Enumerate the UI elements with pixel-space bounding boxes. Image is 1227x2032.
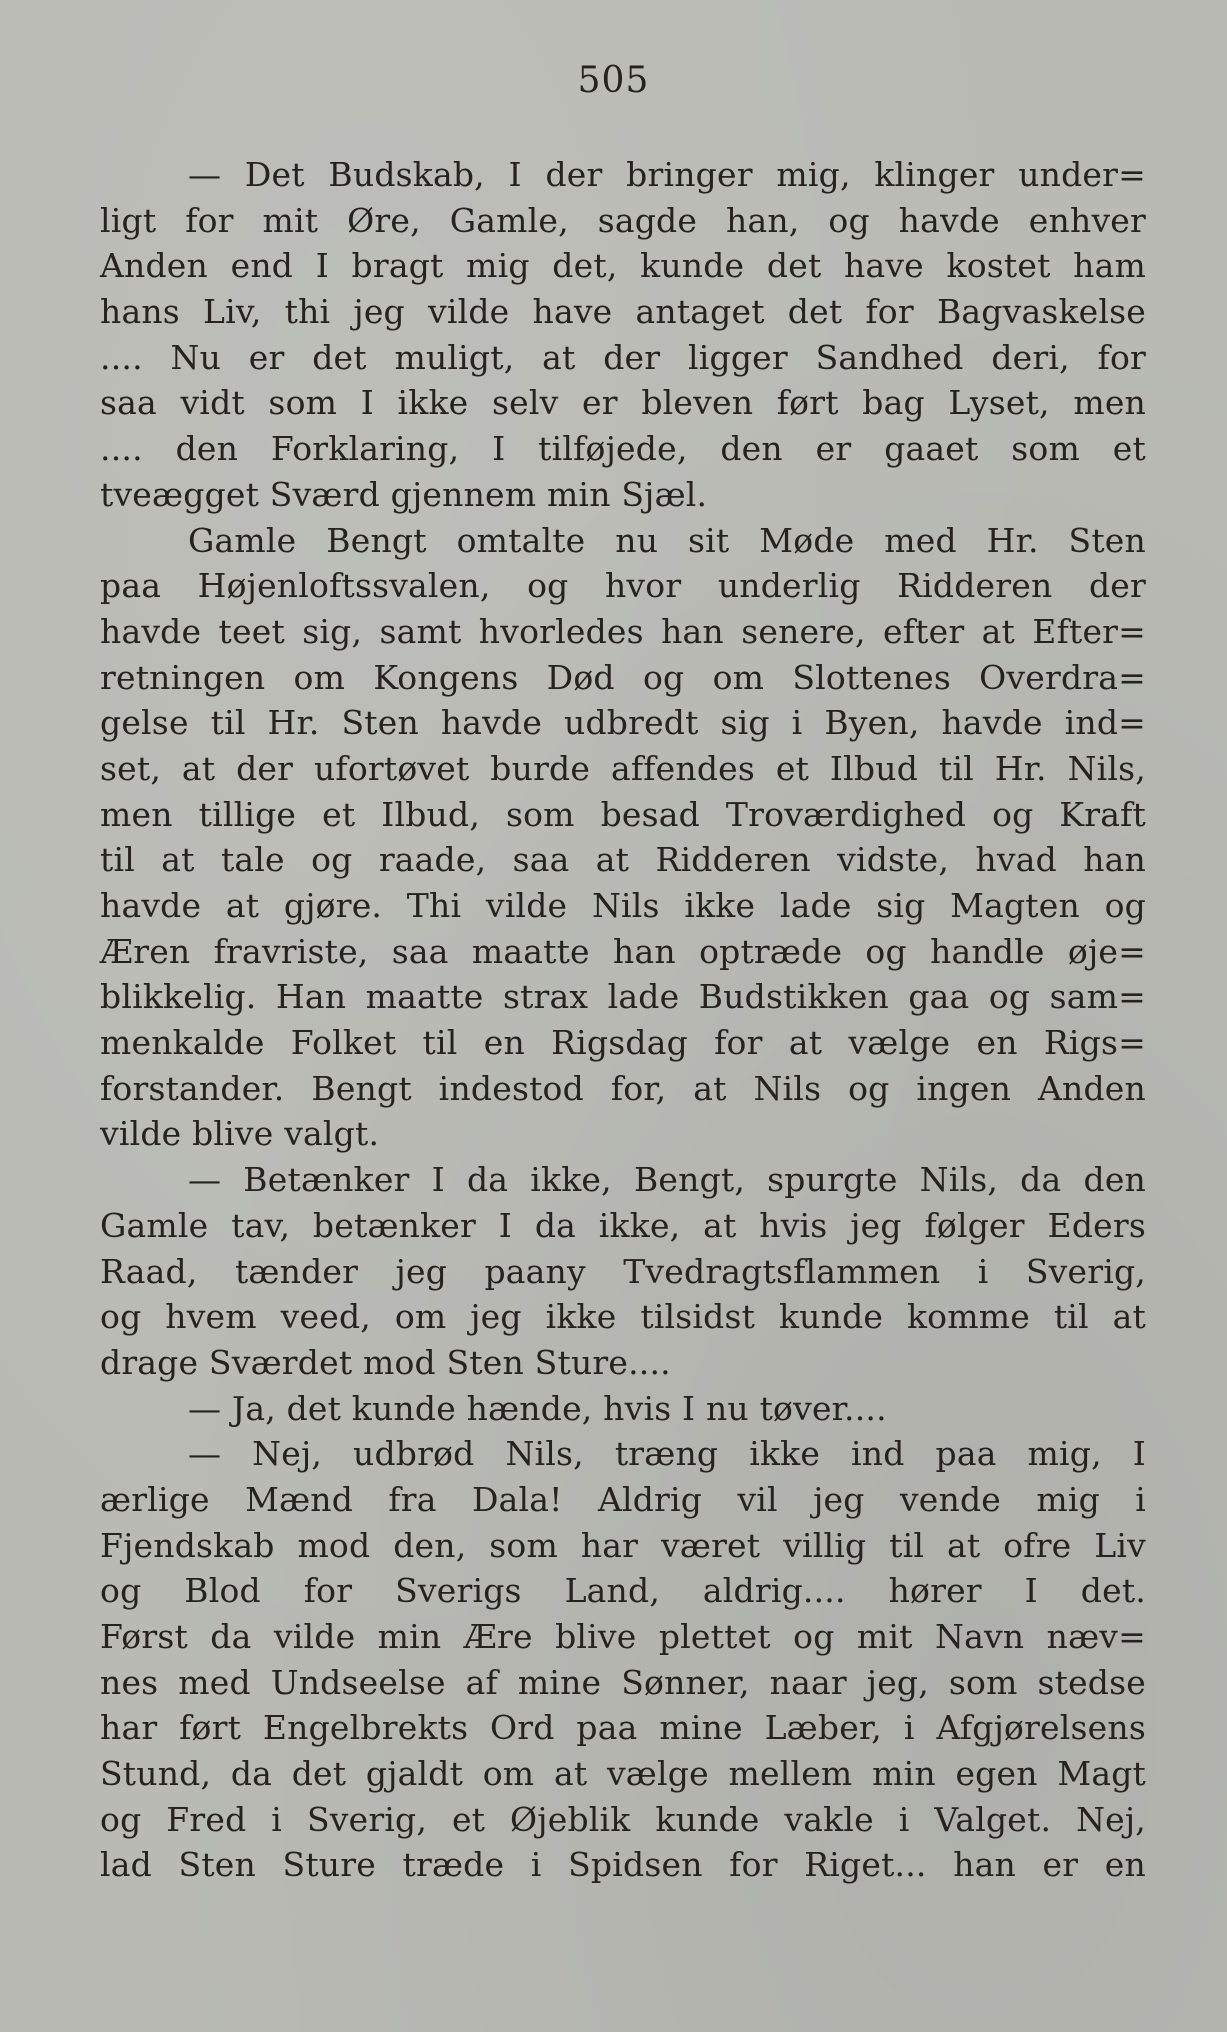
text-line: paa Højenloftssvalen, og hvor underlig Ridderen der [100, 566, 1146, 606]
text-line: Gamle Bengt omtalte nu sit Møde med Hr. Sten [188, 520, 1146, 560]
text-line: set, at der ufortøvet burde affendes et Ilbud til Hr. Nils, [100, 748, 1146, 788]
text-line: drage Sværdet mod Sten Sture.... [100, 1342, 671, 1382]
text-line: ligt for mit Øre, Gamle, sagde han, og havde enhver [100, 200, 1146, 240]
text-line: hans Liv, thi jeg vilde have antaget det for Bagvaskelse [100, 292, 1146, 332]
text-line: har ført Engelbrekts Ord paa mine Læber, i Afgjørelsens [100, 1708, 1146, 1748]
text-line: Først da vilde min Ære blive plettet og mit Navn næv= [100, 1617, 1146, 1656]
text-line: og hvem veed, om jeg ikke tilsidst kunde komme til at [100, 1297, 1146, 1337]
text-line: .... Nu er det muligt, at der ligger Sandhed deri, for [100, 337, 1146, 377]
text-line: — Betænker I da ikke, Bengt, spurgte Nils, da den [188, 1160, 1146, 1200]
text-line: til at tale og raade, saa at Ridderen vidste, hvad han [100, 840, 1146, 880]
page-number: 505 [577, 60, 650, 101]
text-line: gelse til Hr. Sten havde udbredt sig i Byen, havde ind= [100, 703, 1146, 743]
text-line: men tillige et Ilbud, som besad Troværdighed og Kraft [100, 794, 1146, 834]
text-line: — Ja, det kunde hænde, hvis I nu tøver.... [188, 1388, 887, 1428]
text-line: lad Sten Sture træde i Spidsen for Riget... han er en [100, 1845, 1146, 1885]
text-line: Anden end I bragt mig det, kunde det have kostet ham [100, 246, 1146, 286]
text-line: — Nej, udbrød Nils, træng ikke ind paa mig, I [188, 1434, 1146, 1474]
text-line: menkalde Folket til en Rigsdag for at vælge en Rigs= [100, 1023, 1146, 1063]
text-line: retningen om Kongens Død og om Slottenes Overdra= [100, 657, 1146, 697]
text-line: og Blod for Sverigs Land, aldrig.... hører I det. [100, 1571, 1146, 1611]
text-line: havde teet sig, samt hvorledes han senere, efter at Efter= [100, 611, 1146, 651]
text-line: vilde blive valgt. [100, 1114, 380, 1154]
body-text [100, 152, 1146, 1888]
text-line: Raad, tænder jeg paany Tvedragtsflammen i Sverig, [100, 1251, 1146, 1291]
text-line: nes med Undseelse af mine Sønner, naar jeg, som stedse [100, 1662, 1146, 1702]
text-line: tveægget Sværd gjennem min Sjæl. [100, 474, 708, 514]
text-line: Stund, da det gjaldt om at vælge mellem min egen Magt [100, 1754, 1146, 1794]
text-line: forstander. Bengt indestod for, at Nils og ingen Anden [100, 1068, 1146, 1108]
text-line: ærlige Mænd fra Dala! Aldrig vil jeg vende mig i [100, 1479, 1146, 1519]
text-line: Æren fravriste, saa maatte han optræde og handle øje= [100, 931, 1146, 971]
text-line: Fjendskab mod den, som har været villig til at ofre Liv [100, 1525, 1146, 1565]
text-line: .... den Forklaring, I tilføjede, den er gaaet som et [100, 429, 1146, 469]
text-line: havde at gjøre. Thi vilde Nils ikke lade sig Magten og [100, 886, 1146, 925]
text-line: Gamle tav, betænker I da ikke, at hvis jeg følger Eders [100, 1205, 1146, 1245]
text-line: saa vidt som I ikke selv er bleven ført bag Lyset, men [100, 383, 1146, 423]
text-line: blikkelig. Han maatte strax lade Budstikken gaa og sam= [100, 977, 1146, 1017]
text-line: og Fred i Sverig, et Øjeblik kunde vakle i Valget. Nej, [100, 1799, 1146, 1839]
text-line: — Det Budskab, I der bringer mig, klinger under= [188, 155, 1146, 194]
